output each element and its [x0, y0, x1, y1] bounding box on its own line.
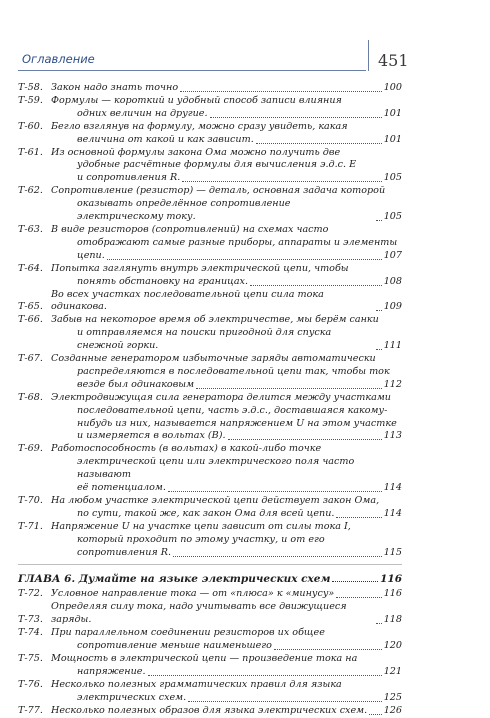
- entry-page: 109: [383, 301, 402, 313]
- table-of-contents: [18, 82, 402, 718]
- entry-number: Т-66.: [18, 314, 43, 326]
- toc-entry-line: [18, 679, 402, 692]
- entry-text: одних величин на другие.: [77, 107, 208, 119]
- entry-page: 111: [383, 340, 402, 352]
- entry-text: Бегло взглянув на формулу, можно сразу увидеть, какая: [51, 120, 348, 132]
- entry-page: 101: [383, 133, 402, 145]
- chapter-entries: [18, 588, 402, 717]
- leader-dots: [168, 491, 382, 492]
- entry-page: 120: [383, 640, 402, 652]
- entry-page: 105: [383, 172, 402, 184]
- chapter-label: ГЛАВА 6. Думайте на языке электрических схем: [18, 572, 331, 585]
- entry-number: Т-60.: [18, 120, 43, 132]
- toc-entry-line: [18, 134, 402, 147]
- entry-text: Условное направление тока — от «плюса» к «минусу»: [51, 588, 335, 600]
- entry-text: распределяются в последовательной цепи так, чтобы ток: [77, 365, 390, 377]
- toc-entry-line: [18, 147, 402, 160]
- toc-entry-line: [18, 482, 402, 495]
- entry-number: Т-69.: [18, 443, 43, 455]
- toc-entry-line: [18, 353, 402, 366]
- entry-number: Т-62.: [18, 185, 43, 197]
- entry-number: Т-74.: [18, 627, 43, 639]
- entry-text: электрической цепи или электрического поля часто называют: [77, 456, 355, 481]
- leader-dots: [369, 714, 382, 715]
- entry-text: На любом участке электрической цепи действует закон Ома,: [51, 495, 380, 506]
- entry-text: Из основной формулы закона Ома можно получить две: [51, 146, 341, 158]
- toc-entry-line: [18, 534, 402, 547]
- entry-page: 101: [383, 107, 402, 119]
- toc-entry-line: [18, 95, 402, 108]
- entry-page: 105: [383, 211, 402, 223]
- entry-text: и отправляемся на поиски пригодной для спуска снежной горки.: [77, 327, 332, 352]
- leader-dots: [173, 556, 382, 557]
- toc-entry-line: [18, 366, 402, 379]
- entry-text: удобные расчётные формулы для вычисления э.д.с. E: [77, 159, 357, 171]
- entry-page: 115: [383, 546, 402, 558]
- toc-entry-line: [18, 692, 402, 705]
- leader-dots: [336, 597, 381, 598]
- entry-number: Т-71.: [18, 520, 43, 532]
- entry-text: Созданные генератором избыточные заряды автоматически: [51, 353, 376, 365]
- chapter-separator: [18, 564, 402, 565]
- entry-page: 126: [383, 704, 402, 716]
- entry-text: Попытка заглянуть внутрь электрической цепи, чтобы: [51, 262, 349, 274]
- entry-number: Т-67.: [18, 353, 43, 365]
- page-number: 451: [378, 51, 409, 70]
- toc-entry-line: [18, 159, 402, 172]
- entry-text: последовательной цепи, часть э.д.с., доставшаяся какому-: [77, 404, 388, 416]
- entry-text: Определяя силу тока, надо учитывать все движущиеся заряды.: [51, 601, 347, 626]
- toc-entry-line: [18, 121, 402, 134]
- toc-entry-line: [18, 456, 402, 482]
- entry-number: Т-65.: [18, 301, 43, 313]
- toc-entry-line: [18, 392, 402, 405]
- entry-text: В виде резисторов (сопротивлений) на схемах часто: [51, 223, 329, 235]
- toc-entry-line: [18, 430, 402, 443]
- toc-entry-line: [18, 379, 402, 392]
- entry-page: 116: [383, 588, 402, 600]
- leader-dots: [376, 220, 382, 221]
- entry-text: электрических схем.: [77, 691, 187, 703]
- leader-dots: [332, 581, 378, 582]
- toc-entries: [18, 82, 402, 560]
- toc-entry-line: [18, 443, 402, 456]
- leader-dots: [274, 649, 382, 650]
- header-divider-vertical: [368, 40, 369, 71]
- toc-entry-line: [18, 237, 402, 250]
- entry-text: напряжение.: [77, 665, 146, 677]
- toc-entry-line: [18, 263, 402, 276]
- entry-text: сопротивление меньше наименьшего: [77, 640, 272, 652]
- entry-text: Сопротивление (резистор) — деталь, основная задача которой: [51, 185, 386, 197]
- entry-number: Т-59.: [18, 94, 43, 106]
- entry-text: везде был одинаковым: [77, 378, 195, 390]
- entry-text: Электродвижущая сила генератора делится между участками: [51, 391, 391, 403]
- entry-page: 112: [383, 378, 402, 390]
- entry-text: При параллельном соединении резисторов их общее: [51, 627, 325, 639]
- entry-number: Т-68.: [18, 391, 43, 403]
- entry-page: 113: [383, 430, 402, 442]
- entry-number: Т-63.: [18, 223, 43, 235]
- toc-entry-line: [18, 276, 402, 289]
- entry-number: Т-58.: [18, 82, 43, 93]
- entry-text: Во всех участках последовательной цепи сила тока одинакова.: [51, 288, 324, 313]
- toc-entry-line: [18, 185, 402, 198]
- leader-dots: [107, 259, 382, 260]
- entry-text: Формулы — короткий и удобный способ записи влияния: [51, 94, 342, 106]
- entry-page: 121: [383, 665, 402, 677]
- leader-dots: [228, 439, 382, 440]
- leader-dots: [376, 349, 382, 350]
- toc-entry-line: [18, 588, 402, 601]
- entry-number: Т-73.: [18, 614, 43, 626]
- toc-entry-line: [18, 82, 402, 95]
- entry-page: 114: [383, 507, 402, 519]
- header-rule: [18, 70, 366, 71]
- entry-text: Мощность в электрической цепи — произведение тока на: [51, 652, 358, 664]
- entry-page: 107: [383, 249, 402, 261]
- entry-text: оказывать определённое сопротивление электрическому току.: [77, 198, 291, 223]
- section-title: Оглавление: [22, 52, 95, 66]
- leader-dots: [188, 701, 382, 702]
- toc-entry-line: [18, 508, 402, 521]
- leader-dots: [180, 91, 382, 92]
- entry-text: и измеряется в вольтах (В).: [77, 430, 226, 442]
- entry-text: Несколько полезных образов для языка электрических схем.: [51, 704, 368, 716]
- chapter-heading: [18, 573, 402, 586]
- toc-entry-line: [18, 705, 402, 718]
- leader-dots: [210, 117, 382, 118]
- leader-dots: [182, 181, 381, 182]
- toc-entry-line: [18, 495, 402, 508]
- entry-text: и сопротивления R.: [77, 172, 181, 184]
- toc-entry-line: [18, 627, 402, 640]
- entry-page: 100: [383, 82, 402, 93]
- entry-text: который проходит по этому участку, и от его: [77, 533, 325, 545]
- leader-dots: [376, 310, 382, 311]
- entry-number: Т-64.: [18, 262, 43, 274]
- entry-text: цепи.: [77, 249, 105, 261]
- entry-number: Т-72.: [18, 588, 43, 600]
- entry-number: Т-61.: [18, 146, 43, 158]
- toc-entry-line: [18, 521, 402, 534]
- entry-text: её потенциалом.: [77, 482, 166, 494]
- entry-number: Т-75.: [18, 652, 43, 664]
- entry-page: 118: [383, 614, 402, 626]
- toc-entry-line: [18, 250, 402, 263]
- entry-page: 108: [383, 275, 402, 287]
- entry-text: Работоспособность (в вольтах) в какой-либо точке: [51, 443, 322, 455]
- entry-text: Несколько полезных грамматических правил для языка: [51, 678, 342, 690]
- entry-text: понять обстановку на границах.: [77, 275, 249, 287]
- leader-dots: [148, 675, 382, 676]
- leader-dots: [376, 623, 382, 624]
- leader-dots: [196, 388, 382, 389]
- entry-text: Напряжение U на участке цепи зависит от силы тока I,: [51, 520, 351, 532]
- chapter-page: 116: [380, 572, 402, 585]
- entry-text: величина от какой и как зависит.: [77, 133, 254, 145]
- entry-number: Т-76.: [18, 678, 43, 690]
- toc-entry-line: [18, 601, 402, 627]
- toc-entry-line: [18, 314, 402, 327]
- entry-text: Закон надо знать точно: [51, 82, 179, 93]
- entry-text: отображают самые разные приборы, аппараты и элементы: [77, 236, 398, 248]
- entry-text: по сути, такой же, как закон Ома для всей цепи.: [77, 507, 335, 519]
- leader-dots: [250, 285, 382, 286]
- toc-entry-line: [18, 327, 402, 353]
- toc-entry-line: [18, 405, 402, 418]
- toc-entry-line: [18, 198, 402, 224]
- entry-text: сопротивления R.: [77, 546, 172, 558]
- entry-number: Т-70.: [18, 495, 43, 506]
- toc-entry-line: [18, 418, 402, 431]
- entry-text: Забыв на некоторое время об электричестве, мы берём санки: [51, 314, 379, 326]
- toc-entry-line: [18, 653, 402, 666]
- toc-entry-line: [18, 640, 402, 653]
- toc-entry-line: [18, 666, 402, 679]
- toc-entry-line: [18, 289, 402, 315]
- toc-entry-line: [18, 172, 402, 185]
- entry-page: 125: [383, 691, 402, 703]
- entry-page: 114: [383, 482, 402, 494]
- entry-number: Т-77.: [18, 704, 43, 716]
- leader-dots: [256, 143, 382, 144]
- toc-entry-line: [18, 224, 402, 237]
- toc-entry-line: [18, 108, 402, 121]
- toc-entry-line: [18, 547, 402, 560]
- entry-text: нибудь из них, называется напряжением U на этом участке: [77, 417, 397, 429]
- leader-dots: [336, 517, 381, 518]
